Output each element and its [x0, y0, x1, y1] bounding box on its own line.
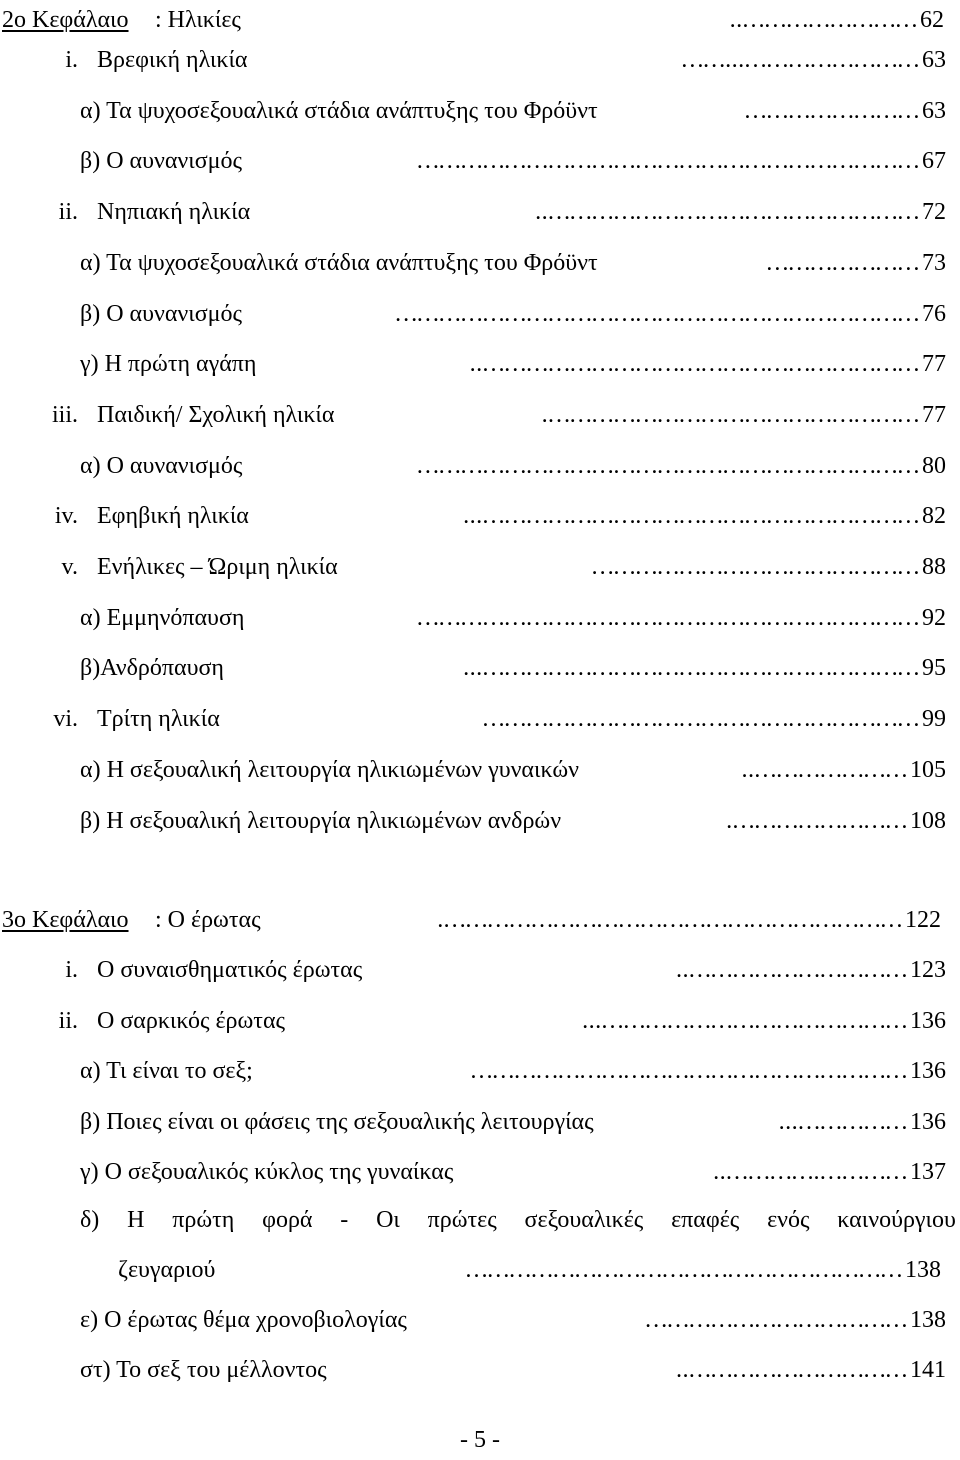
dot-leader: …………………………..: [676, 1357, 908, 1383]
page-footer: - 5 -: [460, 1427, 500, 1453]
entry-text: Ο σαρκικός έρωτας: [97, 1007, 286, 1034]
dot-leader: …………………..: [742, 756, 908, 783]
page-number: 63: [922, 47, 946, 73]
page-number: 108: [910, 807, 946, 834]
dot-leader: ……………………………………………………..: [470, 351, 920, 378]
entry-text: στ) Το σεξ του μέλλοντος: [80, 1357, 327, 1383]
entry-roman-numeral: i.: [65, 47, 78, 73]
dot-leader: ………………………………………: [592, 554, 920, 580]
toc-entry: [0, 547, 960, 587]
page-number: 136: [910, 1007, 946, 1034]
toc-entry: [0, 1001, 960, 1041]
entry-word: φορά: [262, 1207, 313, 1233]
dot-leader: ……………………………………………………….: [437, 907, 903, 933]
dot-leader: ……………………..: [730, 7, 918, 33]
page-number: 77: [922, 401, 946, 428]
dot-leader: ……………………………………………………: [483, 706, 920, 733]
entry-roman-numeral: vi.: [53, 706, 78, 733]
dot-leader: ……………………………………………..: [535, 199, 920, 226]
toc-entry: [0, 598, 960, 638]
dot-leader: ……………………………………...: [582, 1007, 908, 1034]
entry-word: ενός: [767, 1207, 810, 1233]
toc-entry: [0, 801, 960, 841]
dot-leader: …………………………………………….: [542, 401, 920, 428]
toc-entry: [0, 648, 960, 688]
page-number: 67: [922, 148, 946, 175]
page-number: 105: [910, 756, 946, 783]
page-number: 82: [922, 503, 946, 530]
entry-word: Οι: [376, 1207, 400, 1233]
page-number: 138: [905, 1257, 941, 1283]
entry-word: Η: [127, 1207, 145, 1233]
entry-text: α) Τι είναι το σεξ;: [80, 1058, 253, 1084]
chapter-label: 2ο Κεφάλαιο: [2, 7, 129, 33]
toc-entry: [0, 750, 960, 790]
toc-entry: [0, 1152, 960, 1192]
entry-roman-numeral: i.: [65, 957, 78, 983]
entry-text: β) Ο αυνανισμός: [80, 148, 243, 175]
entry-text: ε) Ο έρωτας θέμα χρονοβιολογίας: [80, 1307, 407, 1333]
entry-text: γ) Η πρώτη αγάπη: [80, 351, 257, 378]
page-number: 72: [922, 199, 946, 226]
dot-leader: ……………………………………………………………: [417, 604, 920, 631]
entry-text: Ενήλικες – Ώριμη ηλικία: [97, 554, 338, 580]
toc-chapter-heading: [0, 900, 960, 940]
toc-entry: [0, 192, 960, 232]
page-number: 73: [922, 249, 946, 276]
toc-entry: [0, 496, 960, 536]
chapter-title: : Ο έρωτας: [155, 907, 261, 933]
entry-roman-numeral: iv.: [54, 503, 78, 530]
page-number: 77: [922, 351, 946, 378]
entry-text: β) Η σεξουαλική λειτουργία ηλικιωμένων ανδρών: [80, 807, 562, 834]
page-number: 62: [920, 7, 944, 33]
entry-text: β)Ανδρόπαυση: [80, 655, 224, 682]
toc-entry: [0, 1300, 960, 1340]
page-number: 76: [922, 300, 946, 327]
toc-entry-justified: [80, 1200, 956, 1240]
toc-entry: [0, 699, 960, 739]
entry-text: Βρεφική ηλικία: [97, 47, 248, 73]
dot-leader: ……………………………………………………………: [417, 148, 920, 175]
toc-chapter-heading: [0, 0, 960, 40]
chapter-title: : Ηλικίες: [155, 7, 241, 33]
entry-text: α) Ο αυνανισμός: [80, 452, 243, 479]
entry-text: Τρίτη ηλικία: [97, 706, 220, 733]
page-number: 92: [922, 604, 946, 631]
entry-text: α) Η σεξουαλική λειτουργία ηλικιωμένων γυναικών: [80, 756, 579, 783]
page-number: 138: [910, 1307, 946, 1333]
toc-entry: [0, 91, 960, 131]
entry-text: Εφηβική ηλικία: [97, 503, 249, 530]
dot-leader: ……………………………………………………: [471, 1058, 908, 1084]
dot-leader: ……………………………………………………………: [417, 452, 920, 479]
dot-leader: ……………………………………………………...: [463, 655, 920, 682]
toc-entry: [0, 446, 960, 486]
entry-text: γ) Ο σεξουαλικός κύκλος της γυναίκας: [80, 1159, 454, 1185]
entry-word: καινούργιου: [837, 1207, 956, 1233]
dot-leader: …………………: [767, 249, 920, 276]
entry-roman-numeral: ii.: [58, 1007, 78, 1034]
toc-entry: [0, 1350, 960, 1390]
entry-roman-numeral: ii.: [58, 199, 78, 226]
page-number: 137: [910, 1159, 946, 1185]
entry-text: α) Τα ψυχοσεξουαλικά στάδια ανάπτυξης του Φρόϋντ: [80, 97, 598, 124]
dot-leader: ………………………………………………………………: [395, 300, 920, 327]
dot-leader: ………….…………..: [713, 1159, 908, 1185]
entry-word: πρώτη: [172, 1207, 235, 1233]
entry-text: Ο συναισθηματικός έρωτας: [97, 957, 363, 983]
page-number: 136: [910, 1058, 946, 1084]
dot-leader: …………………….: [726, 807, 908, 834]
toc-entry: [0, 344, 960, 384]
entry-roman-numeral: iii.: [51, 401, 78, 428]
entry-word: δ): [80, 1207, 100, 1233]
dot-leader: ………………………………: [645, 1307, 908, 1333]
entry-word: -: [340, 1207, 349, 1233]
toc-entry-continuation: [0, 1250, 960, 1290]
chapter-label: 3ο Κεφάλαιο: [2, 907, 129, 933]
entry-text: Παιδική/ Σχολική ηλικία: [97, 401, 335, 428]
page-number: 141: [910, 1357, 946, 1383]
entry-text: α) Τα ψυχοσεξουαλικά στάδια ανάπτυξης του Φρόϋντ: [80, 249, 598, 276]
entry-word: σεξουαλικές: [524, 1207, 644, 1233]
dot-leader: ……………………...……: [682, 47, 920, 73]
entry-word: πρώτες: [427, 1207, 497, 1233]
page-number: 95: [922, 655, 946, 682]
toc-entry: [0, 243, 960, 283]
page-number: 136: [910, 1108, 946, 1135]
entry-text: β) Ποιες είναι οι φάσεις της σεξουαλικής λειτουργίας: [80, 1108, 594, 1135]
toc-entry: [0, 294, 960, 334]
page-number: 123: [910, 957, 946, 983]
toc-entry: [0, 141, 960, 181]
dot-leader: ……………...: [779, 1108, 908, 1135]
toc-entry: [0, 395, 960, 435]
entry-text: ζευγαριού: [118, 1257, 216, 1283]
toc-entry: [0, 1051, 960, 1091]
page-number: 99: [922, 706, 946, 733]
entry-text: β) Ο αυνανισμός: [80, 300, 243, 327]
entry-text: Νηπιακή ηλικία: [97, 199, 251, 226]
page-number: 63: [922, 97, 946, 124]
dot-leader: ……………………………………………………...: [463, 503, 920, 530]
toc-entry: [0, 1102, 960, 1142]
entry-text: α) Εμμηνόπαυση: [80, 604, 245, 631]
page-number: 80: [922, 452, 946, 479]
dot-leader: …………………………..: [676, 957, 908, 983]
toc-entry: [0, 40, 960, 80]
entry-word: επαφές: [671, 1207, 740, 1233]
page-number: 122: [905, 907, 941, 933]
dot-leader: ……………………: [745, 97, 920, 124]
toc-entry: [0, 950, 960, 990]
page-number: 88: [922, 554, 946, 580]
dot-leader: ……………………………………………………: [466, 1257, 903, 1283]
entry-roman-numeral: v.: [61, 554, 78, 580]
